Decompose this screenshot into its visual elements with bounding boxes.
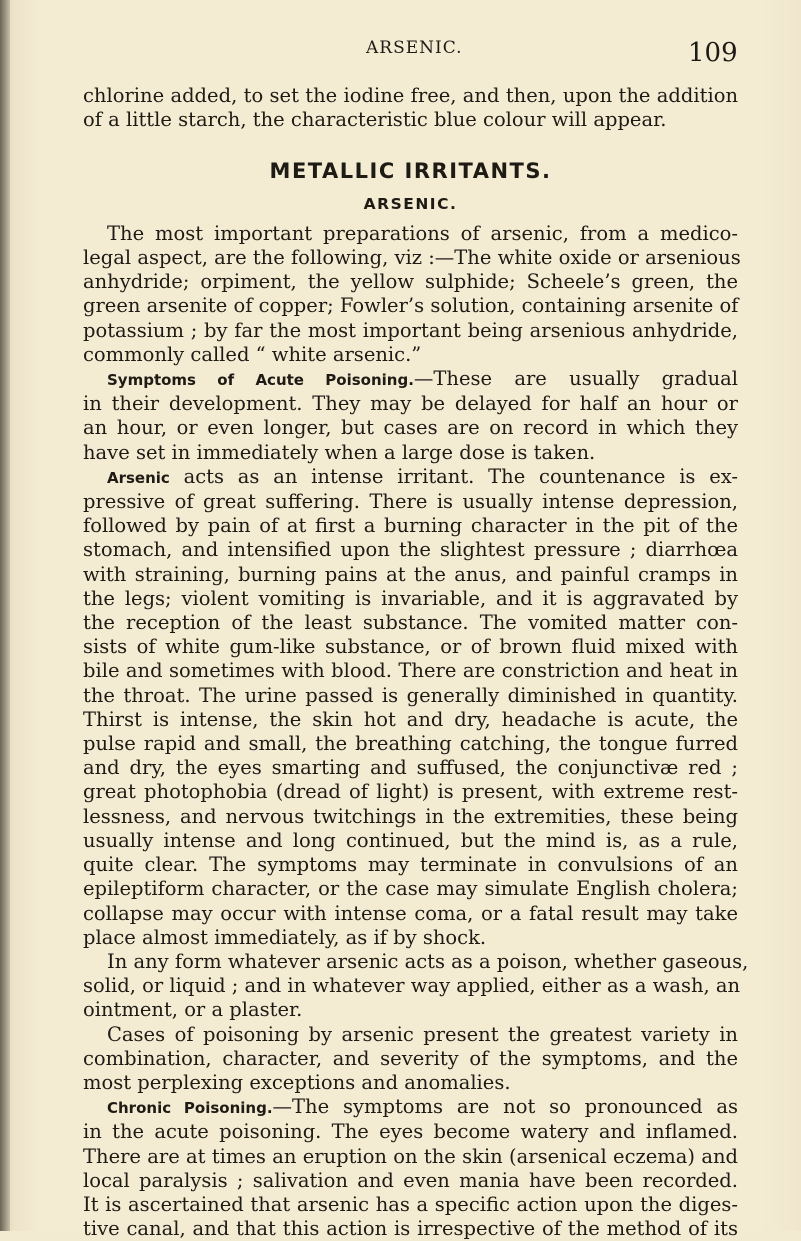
text-line: in their development. They may be delayed for half an hour or xyxy=(83,392,738,416)
run-in-heading: Chronic Poisoning. xyxy=(107,1099,273,1118)
any-form-paragraph xyxy=(83,949,749,1023)
text-line: combination, character, and severity of the symptoms, and the xyxy=(83,1046,738,1070)
text-line: have set in immediately when a large dose is taken. xyxy=(83,440,596,464)
text-line: most perplexing exceptions and anomalies. xyxy=(83,1070,511,1094)
text-line: solid, or liquid ; and in whatever way applied, either as a wash, an xyxy=(83,974,741,998)
text-line: place almost immediately, as if by shock. xyxy=(83,925,487,949)
text-line: The most important preparations of arsenic, from a medico- xyxy=(107,221,738,245)
text-line: great photophobia (dread of light) is present, with extreme rest- xyxy=(83,780,738,804)
page-header xyxy=(0,28,801,68)
text-line: potassium ; by far the most important being arsenious anhydride, xyxy=(83,318,738,342)
text-line: an hour, or even longer, but cases are on record in which they xyxy=(83,416,738,440)
text-line: green arsenite of copper; Fowler’s solution, containing arsenite of xyxy=(83,294,739,318)
text-line: pressive of great suffering. There is usually intense depression, xyxy=(83,490,738,514)
text-line: followed by pain of at first a burning character in the pit of the xyxy=(83,514,738,538)
text-span: —The symptoms are not so pronounced as xyxy=(272,1095,738,1119)
text-line: epileptiform character, or the case may simulate English cholera; xyxy=(83,877,738,901)
text-span: —These are usually gradual xyxy=(413,367,738,391)
text-line: the throat. The urine passed is generally diminished in quantity. xyxy=(83,683,738,707)
preparations-paragraph xyxy=(83,221,741,367)
text-line: in the acute poisoning. The eyes become watery and inflamed. xyxy=(83,1120,738,1144)
text-span: acts as an intense irritant. The countenance is ex- xyxy=(169,464,738,488)
text-line: tive canal, and that this action is irrespective of the method of its xyxy=(83,1217,738,1241)
page-body xyxy=(83,84,749,1241)
chronic-poisoning-paragraph xyxy=(83,1095,738,1241)
text-line: sists of white gum-like substance, or of brown fluid mixed with xyxy=(83,635,738,659)
cases-paragraph xyxy=(83,1023,738,1096)
text-line: It is ascertained that arsenic has a specific action upon the diges- xyxy=(83,1192,738,1216)
text-line: anhydride; orpiment, the yellow sulphide; Scheele’s green, the xyxy=(83,270,738,294)
text-line: stomach, and intensified upon the slightest pressure ; diarrhœa xyxy=(83,538,738,562)
text-line xyxy=(83,367,738,392)
run-in-heading: Symptoms of Acute Poisoning. xyxy=(107,371,414,390)
intro-paragraph xyxy=(83,84,738,132)
text-line: and dry, the eyes smarting and suffused, the conjunctivæ red ; xyxy=(83,756,738,780)
text-line: Thirst is intense, the skin hot and dry, headache is acute, the xyxy=(83,707,738,731)
text-line: collapse may occur with intense coma, or a fatal result may take xyxy=(83,901,738,925)
running-title: ARSENIC. xyxy=(366,38,463,58)
page-number: 109 xyxy=(688,38,738,68)
text-line: lessness, and nervous twitchings in the extremities, these being xyxy=(83,804,738,828)
text-line: with straining, burning pains at the anus, and painful cramps in xyxy=(83,562,738,586)
section-heading: METALLIC IRRITANTS. xyxy=(269,159,552,184)
text-line: There are at times an eruption on the skin (arsenical eczema) and xyxy=(83,1144,738,1168)
text-line: usually intense and long continued, but the mind is, as a rule, xyxy=(83,828,738,852)
text-line: commonly called “ white arsenic.” xyxy=(83,342,422,366)
text-line: pulse rapid and small, the breathing catching, the tongue furred xyxy=(83,732,738,756)
text-line: ointment, or a plaster. xyxy=(83,998,303,1022)
subsection-heading: ARSENIC. xyxy=(363,194,458,213)
page-spine-shadow xyxy=(0,0,10,1231)
text-line xyxy=(83,465,738,490)
run-in-heading: Arsenic xyxy=(107,468,170,487)
text-line: the legs; violent vomiting is invariable, and it is aggravated by xyxy=(83,586,738,610)
text-line: bile and sometimes with blood. There are constriction and heat in xyxy=(83,659,738,683)
arsenic-action-paragraph xyxy=(83,465,738,950)
text-line: the reception of the least substance. The vomited matter con- xyxy=(83,611,738,635)
text-line: chlorine added, to set the iodine free, and then, upon the addition xyxy=(83,84,738,107)
text-line xyxy=(83,1095,738,1120)
text-line: In any form whatever arsenic acts as a poison, whether gaseous, xyxy=(107,949,749,973)
text-line: Cases of poisoning by arsenic present the greatest variety in xyxy=(107,1022,738,1046)
text-line: quite clear. The symptoms may terminate in convulsions of an xyxy=(83,853,738,877)
acute-poisoning-paragraph xyxy=(83,367,738,465)
text-line: local paralysis ; salivation and even mania have been recorded. xyxy=(83,1168,738,1192)
text-line: of a little starch, the characteristic blue colour will appear. xyxy=(83,108,667,132)
text-line: legal aspect, are the following, viz :—The white oxide or arsenious xyxy=(83,246,741,270)
